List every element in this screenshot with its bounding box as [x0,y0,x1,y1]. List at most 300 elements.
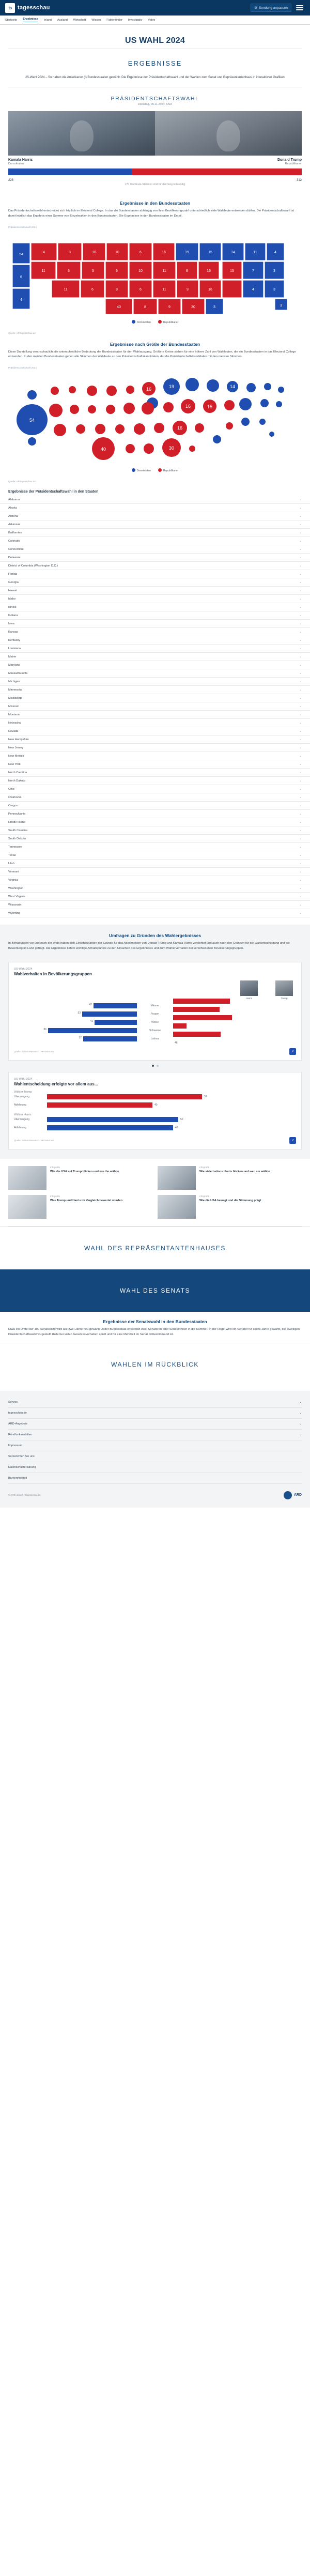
row1-label: Frauen [151,1013,159,1016]
chevron-down-icon: ⌄ [299,655,302,659]
g0r0-bar [47,1094,202,1099]
state-label: Iowa [8,622,14,625]
state-row[interactable] [0,628,310,636]
trump-name: Donald Trump [277,158,302,162]
chevron-down-icon: ⌄ [299,705,302,709]
electoral-bar-dem [8,168,132,175]
row4-dem-bar [83,1036,137,1041]
electoral-note: 270 Wahlleute-Stimmen sind für den Sieg notwendig [125,182,185,186]
state-row[interactable] [0,611,310,620]
chevron-down-icon: ⌄ [299,622,302,626]
svg-text:15: 15 [207,404,213,410]
row2-dem-value: 41 [90,1020,93,1023]
senate-block-title: Ergebnisse der Senatswahl in den Bundesstaaten [103,1318,207,1324]
state-row[interactable] [0,719,310,727]
us-bubble-chart[interactable] [8,372,302,465]
chart-row [14,1094,296,1100]
state-row[interactable] [0,901,310,909]
row4-dem-value: 52 [79,1036,82,1040]
state-row[interactable] [0,835,310,843]
row2-rep-bar [173,1015,232,1020]
g1r0-value: 50 [180,1117,183,1121]
chart-thumbnail-icon [8,1166,47,1190]
svg-text:14: 14 [231,250,235,254]
state-label: South Carolina [8,829,28,832]
state-row[interactable] [0,645,310,653]
svg-text:3: 3 [273,269,275,273]
g1r1-value: 48 [175,1126,178,1129]
bubble-svg[interactable] [8,372,302,465]
state-row[interactable] [0,545,310,554]
state-label: Georgia [8,580,19,584]
electoral-rep-value: 312 [296,178,302,182]
survey-card-motivation [8,1072,302,1149]
state-label: Arkansas [8,523,21,526]
footer-link[interactable]: Barrierefreiheit [8,1473,302,1484]
state-label: Louisiana [8,647,21,650]
footer-link[interactable]: Rundfunkanstalten ⌄ [8,1430,302,1440]
presidential-date: Dienstag, 05.11.2024, USA [137,102,173,106]
chevron-down-icon: ⌄ [299,498,302,502]
state-row[interactable] [0,669,310,678]
us-results-map[interactable] [8,232,302,317]
footer [0,1391,310,1508]
state-row[interactable] [0,760,310,769]
state-row[interactable] [0,752,310,760]
copyright: © ARD-aktuell / tagesschau.de [8,1494,41,1497]
teaser-card[interactable] [158,1195,302,1219]
svg-text:16: 16 [185,404,191,409]
nav-item-0[interactable]: Startseite [5,18,18,22]
state-label: Idaho [8,597,16,601]
state-row[interactable] [0,620,310,628]
state-label: South Dakota [8,837,26,840]
svg-text:10: 10 [138,269,143,273]
row1-dem-value: 53 [78,1011,81,1015]
chart-row [14,1116,296,1123]
card1-chart [14,1000,296,1045]
teaser-kicker: Infografik [199,1166,209,1169]
customize-label: Sendung anpassen [258,6,288,10]
state-label: Kansas [8,630,18,634]
svg-text:3: 3 [69,250,71,254]
chevron-down-icon: ⌄ [299,597,302,601]
bubble-title: Ergebnisse nach Größe der Bundesstaaten [110,341,200,347]
card1-source: Quelle: Edison Research / AP VoteCast [14,1050,54,1053]
banner-history[interactable]: WAHLEN IM RÜCKBLICK [0,1343,310,1386]
g0r0-value: 59 [204,1095,207,1098]
teaser-card[interactable] [158,1166,302,1190]
state-row[interactable] [0,520,310,529]
svg-text:6: 6 [20,275,22,279]
state-label: Wyoming [8,911,21,915]
state-row[interactable] [0,636,310,645]
state-row[interactable] [0,603,310,611]
state-row[interactable] [0,777,310,785]
chevron-down-icon: ⌄ [299,788,302,791]
chevron-down-icon: ⌄ [299,1411,302,1415]
svg-text:16: 16 [177,425,183,431]
card2-source: Quelle: Edison Research / AP VoteCast [14,1139,54,1142]
card2-kicker: US-Wahl 2024 [14,1077,33,1081]
row3-label: Schwarze [149,1029,161,1033]
row0-dem-bar [94,1003,137,1008]
legend-rep: Republikaner [158,320,178,324]
state-row[interactable] [0,893,310,901]
row0-rep-bar [173,999,230,1004]
state-label: Arizona [8,514,18,518]
state-label: Massachusetts [8,671,28,675]
state-row[interactable] [0,702,310,711]
chevron-down-icon: ⌄ [299,854,302,857]
row1-rep-bar [173,1007,220,1012]
chevron-down-icon: ⌄ [299,697,302,700]
state-label: Kentucky [8,638,21,642]
chevron-down-icon: ⌄ [299,606,302,609]
card2-chart [14,1091,296,1131]
chevron-down-icon: ⌄ [299,540,302,543]
state-label: Nebraska [8,721,21,725]
chart-thumbnail-icon [158,1195,196,1219]
teaser-grid [0,1159,310,1221]
nav-item-4[interactable]: Wissen [91,18,101,22]
banner-senate[interactable]: WAHL DES SENATS [0,1269,310,1312]
chart-thumbnail-icon [158,1166,196,1190]
candidate-trump [155,111,302,165]
teaser-kicker: Infografik [50,1194,60,1198]
teaser-title: Wie viele Latinos Harris blicken und wen sie wählte [199,1170,270,1173]
state-label: Illinois [8,605,17,609]
state-row[interactable] [0,562,310,570]
state-label: Missouri [8,704,19,708]
chevron-down-icon: ⌄ [299,531,302,535]
row2-dem-bar [95,1020,137,1025]
state-row[interactable] [0,694,310,702]
electoral-text: Das Präsidentschaftswahl entscheidet sich letztlich im Electoral College. In das die Bundesstaaten abhängig von ihrer Bevölkerungszahl unterschiedlich viele Wahlleute entsenden dürfen. Die Präsidentschaftswahl ist damit letztlich das Ergebnis einer Summe von Einzelwahlen in den Bundesstaaten. Die Ergebnisse in den Bundesstaaten im Detail. [8,209,295,218]
us-map-svg[interactable] [8,232,302,317]
chevron-down-icon: ⌄ [299,738,302,742]
state-row[interactable] [0,678,310,686]
svg-text:11: 11 [41,269,45,273]
chevron-down-icon: ⌄ [299,713,302,717]
electoral-bar [0,165,310,177]
svg-text:16: 16 [146,387,152,392]
surveys-section [0,925,310,1159]
state-label: Rhode Island [8,820,25,824]
electoral-bar-rep [132,168,302,175]
svg-text:4: 4 [43,250,45,254]
svg-text:40: 40 [100,447,106,452]
ard-circle-icon [284,1491,292,1499]
chevron-down-icon: ⌄ [299,647,302,651]
site-logo[interactable] [5,3,50,13]
state-row[interactable] [0,686,310,694]
state-row[interactable] [0,570,310,578]
svg-text:4: 4 [274,250,276,254]
carousel-dot-2[interactable] [157,1065,159,1067]
bubble-source: Quelle: AP/tagesschau.de [8,480,36,483]
row1-dem-bar [82,1011,137,1017]
teaser-card[interactable] [8,1166,152,1190]
state-label: West Virginia [8,895,25,898]
teaser-title: Wie die USA bewegt und die Stimmung prägt [199,1199,261,1202]
state-label: Montana [8,713,20,716]
customize-button[interactable] [251,4,291,12]
state-row[interactable] [0,876,310,884]
svg-text:40: 40 [117,305,121,309]
chevron-down-icon: ⌄ [299,631,302,634]
chevron-down-icon: ⌄ [299,523,302,527]
state-row[interactable] [0,818,310,826]
electoral-title: Ergebnisse in den Bundesstaaten [119,200,191,206]
g0r0-label: Überzeugung [14,1095,30,1098]
state-row[interactable] [0,595,310,603]
chevron-down-icon: ⌄ [299,507,302,510]
chevron-down-icon: ⌄ [299,680,302,684]
chevron-down-icon: ⌄ [299,837,302,841]
chevron-down-icon: ⌄ [299,912,302,915]
svg-text:54: 54 [29,418,35,423]
row4-label: Latinos [150,1037,160,1041]
state-row[interactable] [0,826,310,835]
svg-text:10: 10 [115,250,119,254]
state-label: Indiana [8,614,18,617]
footer-link[interactable]: Datenschutzerklärung [8,1462,302,1473]
brand-name: tagesschau [18,5,50,11]
state-row[interactable] [0,661,310,669]
chevron-down-icon: ⌄ [299,515,302,518]
legend-rep-2: Republikaner [158,468,178,472]
state-label: Alaska [8,506,17,510]
state-label: Ohio [8,787,14,791]
state-row[interactable] [0,843,310,851]
nav-item-2[interactable]: Ausland [57,18,68,22]
harris-portrait [8,111,155,156]
nav-item-active[interactable]: Ergebnisse [23,18,38,22]
bubble-caption: Präsidentschaftswahl 2024 [8,366,37,370]
candidate-row [0,111,310,165]
trump-party: Republikaner [285,162,302,165]
svg-text:16: 16 [207,269,211,273]
chevron-down-icon: ⌄ [299,1433,302,1436]
row0-label: Männer [150,1004,160,1008]
chevron-down-icon: ⌄ [299,846,302,849]
map-legend [0,317,310,330]
svg-text:6: 6 [140,250,142,254]
svg-text:8: 8 [116,287,118,292]
svg-text:8: 8 [144,305,146,309]
carousel-dots[interactable] [0,1061,310,1067]
harris-party: Demokraten [8,162,24,165]
svg-text:6: 6 [116,269,118,273]
footer-link[interactable]: ARD-Angebote ⌄ [8,1419,302,1430]
state-row[interactable] [0,653,310,661]
nav-item-3[interactable]: Wirtschaft [73,18,86,22]
chevron-down-icon: ⌄ [299,688,302,692]
bubble-legend [0,465,310,479]
state-row[interactable] [0,578,310,587]
share-icon[interactable]: ↗ [289,1048,296,1055]
chart-row [14,1036,296,1045]
teaser-card[interactable] [8,1195,152,1219]
carousel-dot-1[interactable] [152,1065,154,1067]
state-row[interactable] [0,504,310,512]
state-label: Oregon [8,804,18,807]
g1r1-bar [47,1125,173,1130]
chevron-down-icon: ⌄ [299,730,302,733]
state-label: Utah [8,862,14,865]
svg-text:11: 11 [162,269,166,273]
state-row[interactable] [0,785,310,793]
state-row[interactable] [0,727,310,735]
row0-dem-value: 42 [89,1003,92,1007]
state-row[interactable] [0,851,310,860]
footer-link[interactable]: Service ⌄ [8,1397,302,1408]
chevron-down-icon: ⌄ [299,887,302,891]
chevron-down-icon: ⌄ [299,812,302,816]
state-label: Maryland [8,663,21,667]
chevron-down-icon: ⌄ [299,771,302,775]
svg-text:11: 11 [253,250,257,254]
banner-house[interactable]: WAHL DES REPRÄSENTANTENHAUSES [0,1226,310,1269]
harris-thumb [240,980,258,996]
card1-persons [14,980,296,1000]
svg-text:8: 8 [186,269,188,273]
chevron-down-icon: ⌄ [299,664,302,667]
gear-icon: ⚙ [254,6,257,10]
svg-text:19: 19 [168,384,175,390]
g0r1-label: Ablehnung [14,1103,26,1107]
chevron-down-icon: ⌄ [299,763,302,766]
candidate-harris [8,111,155,165]
state-label: Washington [8,886,24,890]
chevron-down-icon: ⌄ [299,548,302,551]
share-icon[interactable]: ↗ [289,1137,296,1144]
harris-thumb-label: Harris [245,996,253,1000]
chevron-down-icon: ⌄ [299,870,302,874]
card2-group0-heading: Wähler Trump [14,1090,32,1094]
presidential-heading: PRÄSIDENTSCHAFTSWAHL [111,95,199,102]
state-label: Nevada [8,729,19,733]
svg-text:4: 4 [252,287,254,292]
hamburger-icon[interactable] [295,4,305,12]
footer-link[interactable]: tagesschau.de ⌄ [8,1408,302,1419]
card2-group1-heading: Wähler Harris [14,1113,32,1116]
state-label: Michigan [8,680,20,683]
nav-item-1[interactable]: Inland [43,18,52,22]
svg-text:3: 3 [280,303,282,308]
person-trump [275,980,293,1000]
chart-thumbnail-icon [8,1195,47,1219]
chevron-down-icon: ⌄ [299,895,302,899]
state-row[interactable] [0,793,310,802]
state-label: District of Columbia (Washington D.C.) [8,564,58,568]
survey-card-groups [8,962,302,1061]
nav-item-5[interactable]: Faktenfinder [106,18,122,22]
row4-rep-value: 46 [175,1041,178,1045]
state-row[interactable] [0,537,310,545]
svg-text:4: 4 [20,298,22,302]
ard-logo[interactable] [284,1491,302,1499]
electoral-dem-value: 226 [8,178,14,182]
state-label: Colorado [8,539,20,543]
state-row[interactable] [0,860,310,868]
chevron-down-icon: ⌄ [299,862,302,866]
state-row[interactable] [0,529,310,537]
chevron-down-icon: ⌄ [299,564,302,568]
state-label: North Carolina [8,771,27,774]
teaser-kicker: Infografik [50,1166,60,1169]
nav-item-7[interactable]: Video [148,18,156,22]
row3-rep-bar [173,1023,187,1029]
svg-text:9: 9 [168,305,171,309]
state-row[interactable] [0,744,310,752]
state-row[interactable] [0,769,310,777]
state-row[interactable] [0,810,310,818]
chevron-down-icon: ⌄ [299,573,302,576]
teaser-title: Was Trump und Harris im Vergleich bewertet wurden [50,1199,122,1202]
main-nav [0,16,310,25]
state-row[interactable] [0,711,310,719]
svg-text:3: 3 [213,305,215,309]
chevron-down-icon: ⌄ [299,755,302,758]
state-row[interactable] [0,884,310,893]
senate-block-text: Etwa ein Drittel der 100 Senatssitze wird alle zwei Jahre neu gewählt. Jeder Bundesstaat entsendet zwei Senatoren oder Senatorinnen in die Kammer. In der Regel wird ein Senator für sechs Jahre gewählt, die jeweiligen Präsidentschaftswahl vorgestellt Rolle bei vielen Gesetzesvorhaben spielt und für eine Mehrheit im Senat mitbestimmend ist. [8,1327,300,1336]
state-row[interactable] [0,909,310,917]
trump-thumb [275,980,293,996]
state-row[interactable] [0,868,310,876]
state-label: Hawaii [8,589,17,592]
chevron-down-icon: ⌄ [299,1400,302,1404]
svg-text:16: 16 [162,250,166,254]
footer-link[interactable]: Impressum [8,1440,302,1451]
state-label: Vermont [8,870,19,873]
chevron-down-icon: ⌄ [299,746,302,750]
states-list [0,496,310,917]
state-label: Texas [8,853,16,857]
state-row[interactable] [0,554,310,562]
chevron-down-icon: ⌄ [299,672,302,676]
svg-text:54: 54 [19,252,23,256]
legend-dem-2: Demokraten [132,468,151,472]
svg-text:6: 6 [68,269,70,273]
chart-row [14,1125,296,1131]
g0r1-value: 40 [154,1103,158,1107]
svg-text:3: 3 [273,287,275,292]
g1r0-label: Überzeugung [14,1117,30,1121]
state-row[interactable] [0,512,310,520]
chevron-down-icon: ⌄ [299,581,302,585]
chevron-down-icon: ⌄ [299,821,302,824]
state-row[interactable] [0,735,310,744]
state-label: Florida [8,572,18,576]
svg-text:10: 10 [92,250,96,254]
nav-item-6[interactable]: Investigativ [128,18,143,22]
harris-name: Kamala Harris [8,158,33,162]
state-row[interactable] [0,496,310,504]
svg-text:5: 5 [92,269,94,273]
state-row[interactable] [0,587,310,595]
footer-link[interactable]: So berichten Sie uns [8,1451,302,1462]
chevron-down-icon: ⌄ [299,903,302,907]
chart-row [14,1102,296,1108]
row3-dem-bar [48,1028,137,1033]
state-label: Mississippi [8,696,23,700]
state-row[interactable] [0,802,310,810]
results-heading: ERGEBNISSE [128,59,182,67]
state-label: North Dakota [8,779,25,783]
state-label: Connecticut [8,547,24,551]
